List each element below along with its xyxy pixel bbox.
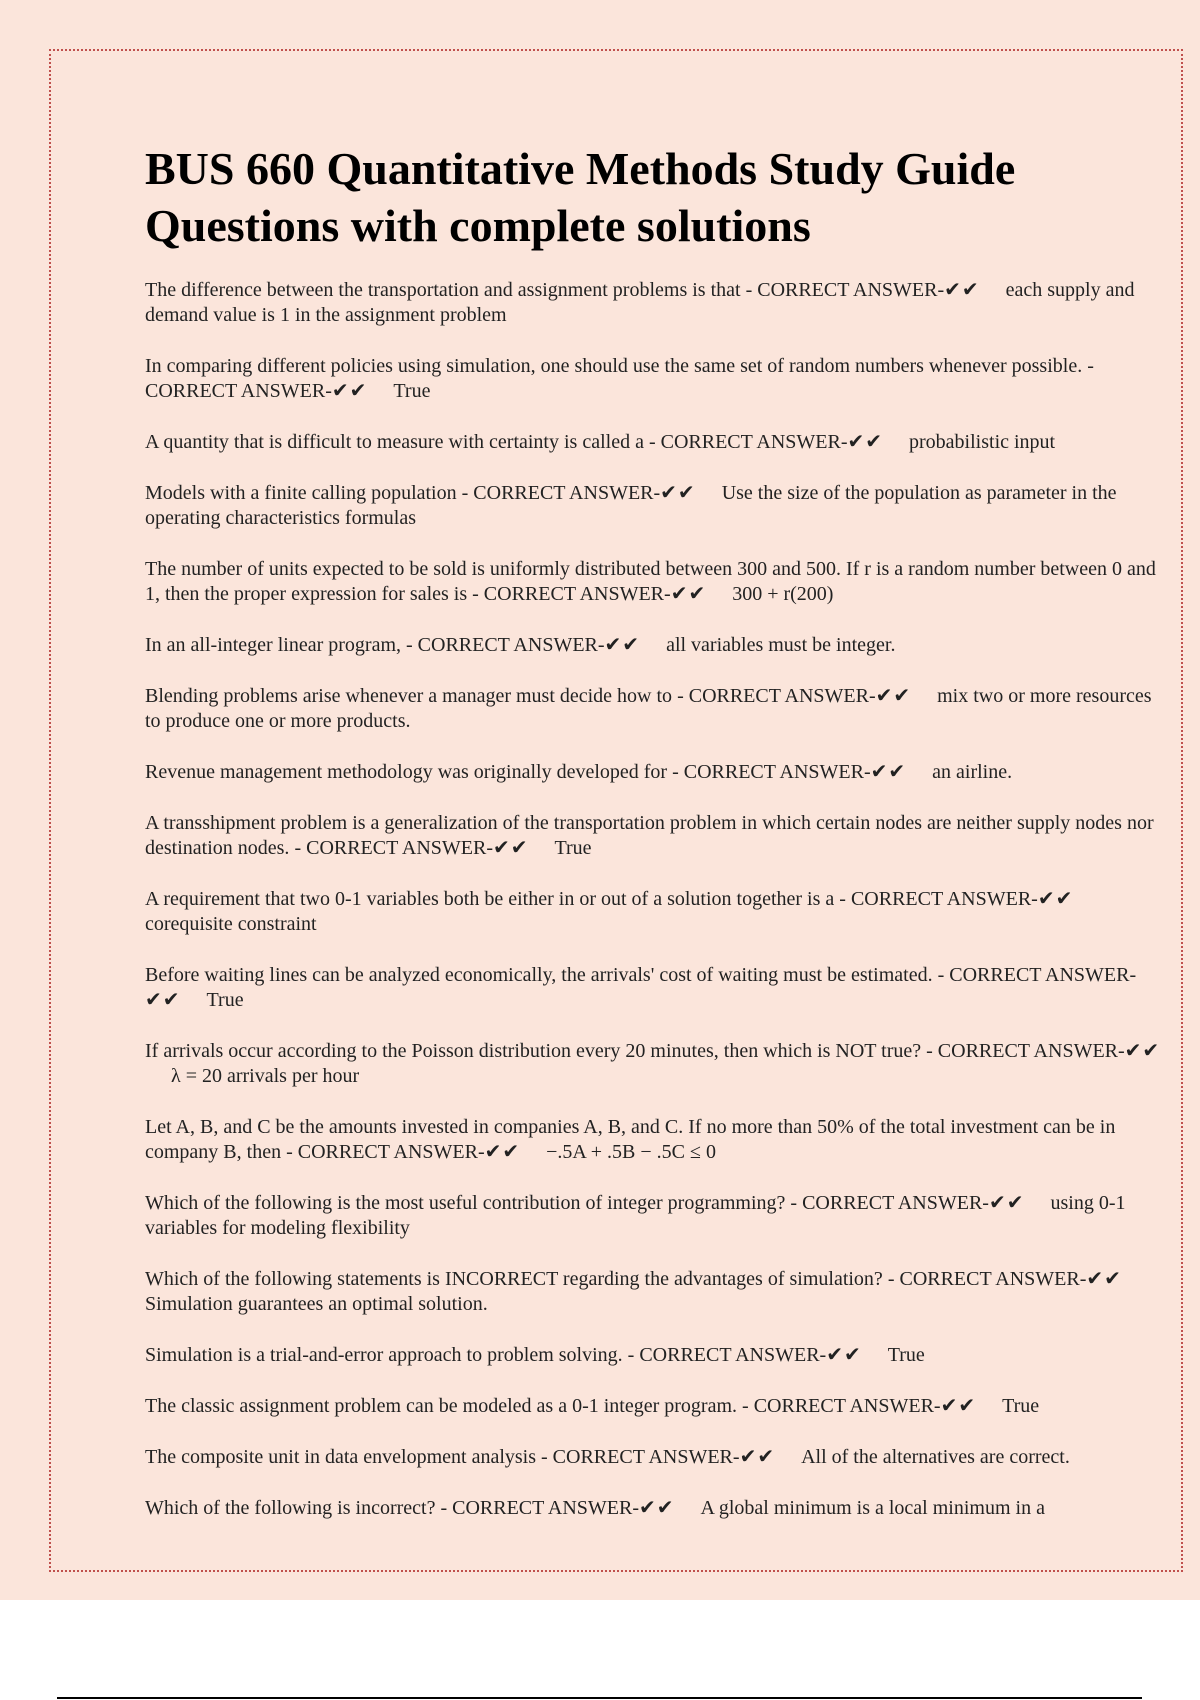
check-marks: ✔✔ [870, 761, 907, 783]
check-marks: ✔✔ [639, 1497, 675, 1519]
answer-separator: - CORRECT ANSWER- [932, 964, 1137, 986]
answer-separator: - CORRECT ANSWER- [435, 1497, 640, 1519]
question-text: A quantity that is difficult to measure with certainty is called a [145, 431, 644, 453]
qa-item [145, 684, 1165, 734]
qa-item [145, 430, 1165, 455]
answer-text: 300 + r(200) [732, 583, 834, 605]
check-marks: ✔✔ [1124, 1040, 1161, 1062]
answer-text: an airline. [932, 761, 1013, 783]
question-text: In comparing different policies using simulation, one should use the same set of random numbers whenever possible. [145, 355, 1083, 377]
check-marks: ✔✔ [331, 380, 368, 402]
answer-text: corequisite constraint [145, 913, 317, 935]
answer-text: All of the alternatives are correct. [801, 1446, 1070, 1468]
question-text: The difference between the transportation and assignment problems is that [145, 279, 741, 301]
answer-separator: - CORRECT ANSWER- [834, 888, 1038, 910]
qa-item [145, 1445, 1165, 1470]
answer-separator: - CORRECT ANSWER- [467, 583, 671, 605]
qa-item [145, 1191, 1165, 1241]
question-text: If arrivals occur according to the Poisson distribution every 20 minutes, then which is NOT true? [145, 1040, 922, 1062]
check-marks: ✔✔ [660, 482, 696, 504]
answer-separator: - CORRECT ANSWER- [737, 1395, 941, 1417]
question-text: A requirement that two 0-1 variables both be either in or out of a solution together is a [145, 888, 835, 910]
qa-item [145, 557, 1165, 607]
document-content [145, 140, 1165, 1570]
question-text: Simulation is a trial-and-error approach to problem solving. [145, 1344, 623, 1366]
check-marks: ✔✔ [940, 1395, 977, 1417]
qa-item [145, 963, 1165, 1013]
answer-separator: - CORRECT ANSWER- [289, 837, 493, 859]
answer-separator: - CORRECT ANSWER- [145, 355, 1094, 402]
qa-item [145, 481, 1165, 531]
question-text: Which of the following statements is INCORRECT regarding the advantages of simulation? [145, 1268, 883, 1290]
answer-text: λ = 20 arrivals per hour [171, 1065, 360, 1087]
qa-item [145, 354, 1165, 404]
check-marks: ✔✔ [1086, 1268, 1122, 1290]
question-text: The classic assignment problem can be modeled as a 0-1 integer program. [145, 1395, 738, 1417]
answer-text: Simulation guarantees an optimal solution. [145, 1293, 488, 1315]
answer-separator: - CORRECT ANSWER- [622, 1344, 827, 1366]
qa-item [145, 1343, 1165, 1368]
qa-item [145, 1115, 1165, 1165]
check-marks: ✔✔ [1037, 888, 1074, 910]
check-marks: ✔✔ [826, 1344, 862, 1366]
answer-text: all variables must be integer. [666, 634, 896, 656]
answer-text: Use the size of the population as parameter in the operating characteristics formulas [145, 482, 1117, 529]
qa-item [145, 633, 1165, 658]
check-marks: ✔✔ [988, 1192, 1025, 1214]
question-text: In an all-integer linear program, [145, 634, 401, 656]
answer-separator: - CORRECT ANSWER- [882, 1268, 1087, 1290]
answer-text: probabilistic input [909, 431, 1056, 453]
answer-text: −.5A + .5B − .5C ≤ 0 [546, 1141, 716, 1163]
answer-text: using 0-1 variables for modeling flexibility [145, 1192, 1126, 1239]
check-marks: ✔✔ [145, 989, 181, 1011]
question-text: Which of the following is the most useful contribution of integer programming? [145, 1192, 786, 1214]
answer-separator: - CORRECT ANSWER- [672, 685, 876, 707]
answer-separator: - CORRECT ANSWER- [401, 634, 605, 656]
check-marks: ✔✔ [670, 583, 707, 605]
question-text: Before waiting lines can be analyzed economically, the arrivals' cost of waiting must be estimated. [145, 964, 933, 986]
answer-separator: - CORRECT ANSWER- [921, 1040, 1125, 1062]
qa-item [145, 811, 1165, 861]
answer-separator: - CORRECT ANSWER- [281, 1141, 485, 1163]
answer-text: True [887, 1344, 925, 1366]
qa-list [145, 278, 1165, 1521]
answer-text: True [1002, 1395, 1040, 1417]
qa-item [145, 1267, 1165, 1317]
check-marks: ✔✔ [875, 685, 912, 707]
qa-item [145, 1394, 1165, 1419]
qa-item [145, 278, 1165, 328]
check-marks: ✔✔ [492, 837, 529, 859]
answer-text: A global minimum is a local minimum in a [700, 1497, 1045, 1519]
qa-item [145, 887, 1165, 937]
answer-text: True [554, 837, 592, 859]
answer-text: mix two or more resources to produce one or more products. [145, 685, 1152, 732]
question-text: Models with a finite calling population [145, 482, 457, 504]
qa-item [145, 1496, 1165, 1521]
answer-separator: - CORRECT ANSWER- [643, 431, 848, 453]
answer-text: True [206, 989, 244, 1011]
answer-text: each supply and demand value is 1 in the assignment problem [145, 279, 1135, 326]
check-marks: ✔✔ [604, 634, 641, 656]
question-text: The number of units expected to be sold is uniformly distributed between 300 and 500. If r is a random number between 0 and 1, then the proper expression for sales is [145, 558, 1156, 605]
question-text: The composite unit in data envelopment analysis [145, 1446, 537, 1468]
document-title: BUS 660 Quantitative Methods Study Guide Questions with complete solutions [145, 143, 1016, 251]
page-divider [57, 1697, 1142, 1699]
qa-item [145, 1039, 1165, 1089]
question-text: A transshipment problem is a generalization of the transportation problem in which certain nodes are neither supply nodes nor destination nodes. [145, 812, 1154, 859]
question-text: Blending problems arise whenever a manager must decide how to [145, 685, 673, 707]
answer-separator: - CORRECT ANSWER- [456, 482, 661, 504]
answer-separator: - CORRECT ANSWER- [740, 279, 945, 301]
answer-separator: - CORRECT ANSWER- [667, 761, 871, 783]
answer-separator: - CORRECT ANSWER- [785, 1192, 989, 1214]
question-text: Let A, B, and C be the amounts invested in companies A, B, and C. If no more than 50% of the total investment can be in company B, then [145, 1116, 1116, 1163]
answer-separator: - CORRECT ANSWER- [536, 1446, 740, 1468]
question-text: Which of the following is incorrect? [145, 1497, 436, 1519]
check-marks: ✔✔ [944, 279, 980, 301]
check-marks: ✔✔ [739, 1446, 776, 1468]
qa-item [145, 760, 1165, 785]
check-marks: ✔✔ [484, 1141, 521, 1163]
answer-text: True [393, 380, 431, 402]
question-text: Revenue management methodology was originally developed for [145, 761, 668, 783]
check-marks: ✔✔ [847, 431, 884, 453]
